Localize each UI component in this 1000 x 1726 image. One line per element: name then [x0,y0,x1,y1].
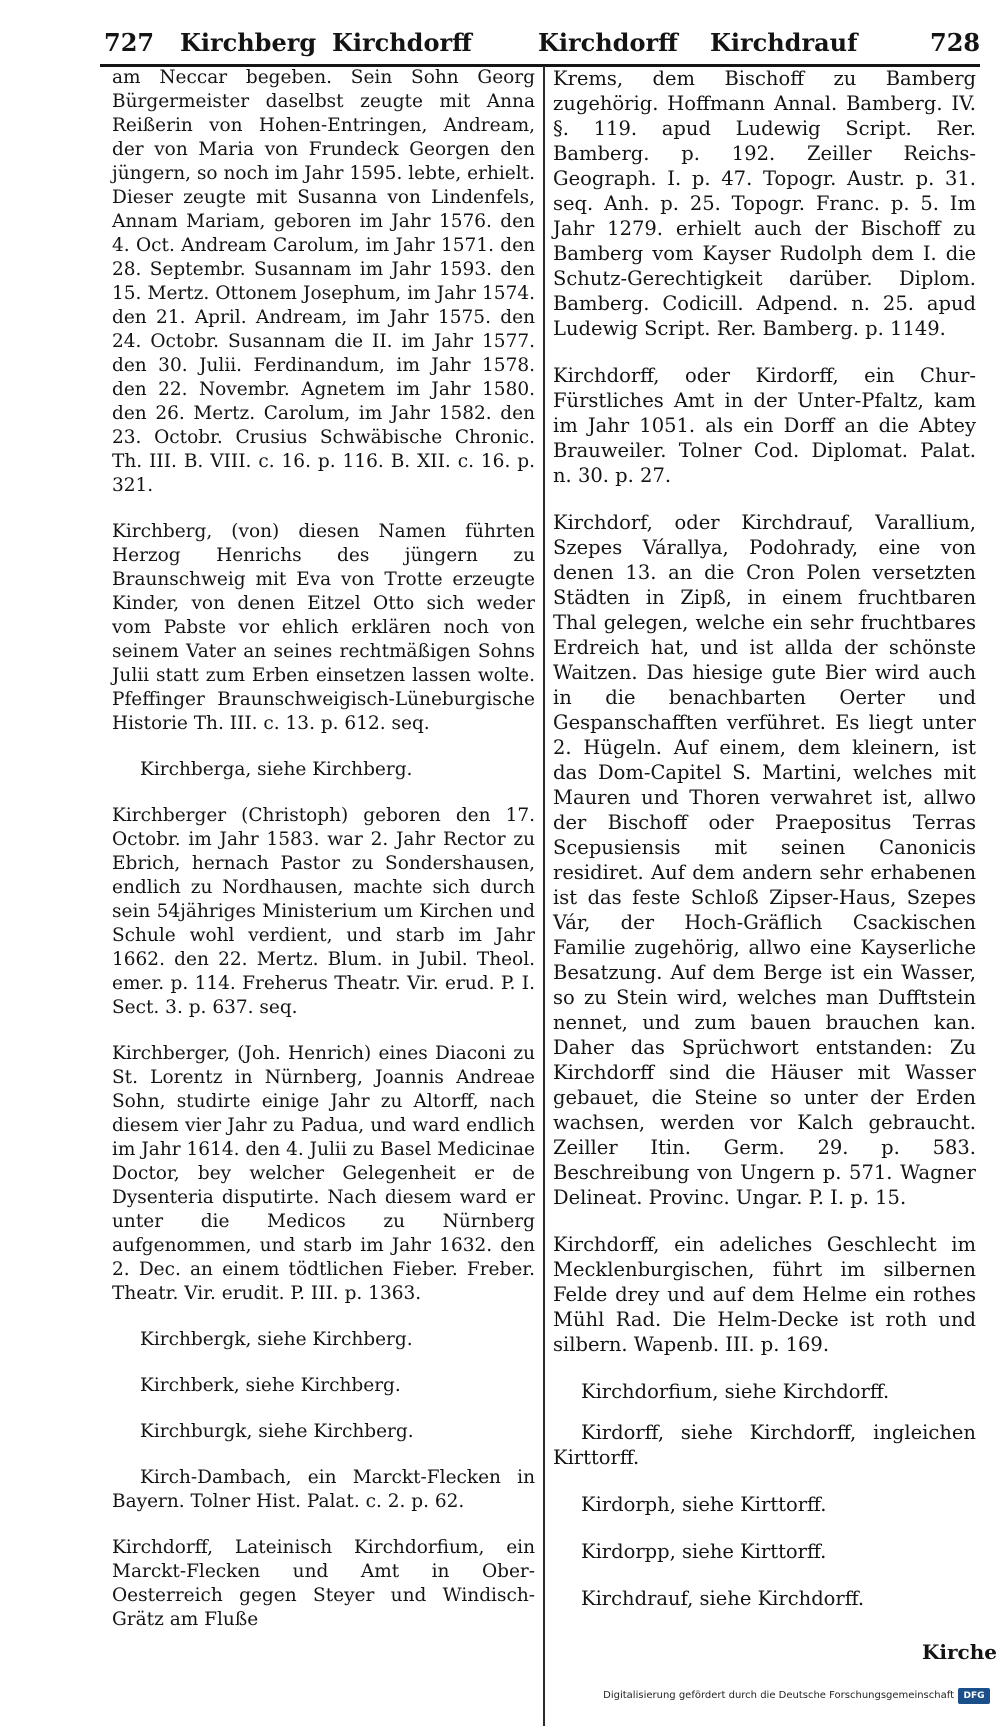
funding-note: Digitalisierung gefördert durch die Deutsche Forschungsgemeinschaft [603,1690,954,1701]
dictionary-entry: Kirdorff, siehe Kirchdorff, ingleichen Kirttorff. [553,1421,976,1469]
dictionary-entry: Kirchberg, (von) diesen Namen führten Herzog Henrichs des jüngern zu Braunschweig mit Eva von Trotte erzeugte Kinder, von denen Eitzel Otto sich weder vom Pabste vor ehlich erklären noch von seinem Vater an seines rechtmäßigen Sohns Julii statt zum Erben einsetzen lassen wolte. Pfeffinger Braunschweigisch-Lüneburgische Historie Th. III. c. 13. p. 612. seq. [112,521,535,734]
dictionary-entry: Kirchdorfium, siehe Kirchdorff. [581,1380,890,1403]
catch-head-3: Kirchdorff [538,28,678,57]
dictionary-entry: Kirchbergk, siehe Kirchberg. [140,1329,413,1350]
dictionary-entry: am Neccar begeben. Sein Sohn Georg Bürgermeister daselbst zeugte mit Anna Reißerin von Hohen-Entringen, Andream, der von Maria von Frundeck Georgen den jüngern, so noch im Jahr 1595. lebte, erhielt. Dieser zeugte mit Susanna von Lindenfels, Annam Mariam, geboren im Jahr 1576. den 4. Oct. Andream Carolum, im Jahr 1571. den 28. Septembr. Susannam im Jahr 1593. den 15. Mertz. Ottonem Josephum, im Jahr 1574. den 21. April. Andream, im Jahr 1575. den 24. Octobr. Susannam die II. im Jahr 1577. den 30. Julii. Ferdinandum, im Jahr 1578. den 22. Novembr. Agnetem im Jahr 1580. den 26. Mertz. Carolum, im Jahr 1582. den 23. Octobr. Crusius Schwäbische Chronic. Th. III. B. VIII. c. 16. p. 116. B. XII. c. 16. p. 321. [112,67,535,496]
catchword: Kirche [922,1640,997,1664]
right-column [553,66,976,1611]
dictionary-entry: Kirchberga, siehe Kirchberg. [140,759,413,780]
dictionary-entry: Kirchberger, (Joh. Henrich) eines Diaconi zu St. Lorentz in Nürnberg, Joannis Andreae Sohn, studirte einige Jahr zu Altorff, nach diesem vier Jahr zu Padua, und ward endlich im Jahr 1614. den 4. Julii zu Basel Medicinae Doctor, bey welcher Gelegenheit er de Dysenteria disputirte. Nach diesem ward er unter die Medicos zu Nürnberg aufgenommen, und starb im Jahr 1632. den 2. Dec. an einem tödtlichen Fieber. Freber. Theatr. Vir. erudit. P. III. p. 1363. [112,1043,535,1304]
column-divider [543,66,545,1726]
dictionary-entry: Kirchberger (Christoph) geboren den 17. Octobr. im Jahr 1583. war 2. Jahr Rector zu Ebrich, hernach Pastor zu Sondershausen, endlich zu Nordhausen, machte sich durch sein 54jähriges Ministerium um Kirchen und Schule wohl verdient, und starb im Jahr 1662. den 22. Mertz. Blum. in Jubil. Theol. emer. p. 114. Freherus Theatr. Vir. erud. P. I. Sect. 3. p. 637. seq. [112,805,535,1018]
dictionary-entry: Kirchdorff, oder Kirdorff, ein Chur-Fürstliches Amt in der Unter-Pfaltz, kam im Jahr 1051. als ein Dorff an die Abtey Brauweiler. Tolner Cod. Diplomat. Palat. n. 30. p. 27. [553,364,976,487]
dictionary-entry: Kirchdrauf, siehe Kirchdorff. [581,1587,865,1610]
page-number-left: 727 [104,28,155,57]
dfg-logo: DFG [958,1688,990,1704]
dictionary-entry: Kirchdorff, Lateinisch Kirchdorfium, ein Marckt-Flecken und Amt in Ober-Oesterreich gegen Steyer und Windisch-Grätz am Fluße [112,1537,535,1630]
dictionary-entry: Kirdorph, siehe Kirttorff. [581,1493,827,1516]
dictionary-entry: Kirchdorf, oder Kirchdrauf, Varallium, Szepes Várallya, Podohrady, eine von denen 13. an die Cron Polen versetzten Städten in Zipß, in einem fruchtbaren Thal gelegen, welche ein sehr fruchtbares Erdreich hat, und ist allda der schönste Waitzen. Das hiesige gute Bier wird auch in die benachbarten Oerter und Gespanschafften verführet. Es liegt unter 2. Hügeln. Auf einem, dem kleinern, ist das Dom-Capitel S. Martini, welches mit Mauren und Thoren verwahret ist, allwo der Bischoff oder Praepositus Terras Scepusiensis mit seinen Canonicis residiret. Auf dem andern sehr erhabenen ist das feste Schloß Zipser-Haus, Szepes Vár, der Hoch-Gräflich Csackischen Familie zugehörig, allwo eine Kayserliche Besatzung. Auf dem Berge ist ein Wasser, so zu Stein wird, welches man Dufftstein nennet, und zum bauen brauchen kan. Daher das Sprüchwort entstanden: Zu Kirchdorff sind die Häuser mit Wasser gebauet, die Steine so unter der Erden wachsen, werden vor Kalch gebraucht. Zeiller Itin. Germ. 29. p. 583. Beschreibung von Ungern p. 571. Wagner Delineat. Provinc. Ungar. P. I. p. 15. [553,511,976,1209]
catch-head-2: Kirchdorff [332,28,472,57]
dictionary-entry: Kirchdorff, ein adeliches Geschlecht im Mecklenburgischen, führt im silbernen Felde drey und auf dem Helme ein rothes Mühl Rad. Die Helm-Decke ist roth und silbern. Wapenb. III. p. 169. [553,1233,976,1356]
dictionary-entry: Kirdorpp, siehe Kirttorff. [581,1540,827,1563]
dictionary-entry: Kirch-Dambach, ein Marckt-Flecken in Bayern. Tolner Hist. Palat. c. 2. p. 62. [112,1467,535,1512]
left-column [112,66,535,1632]
dictionary-entry: Kirchberk, siehe Kirchberg. [140,1375,401,1396]
footer [0,1686,1000,1714]
dictionary-entry: Kirchburgk, siehe Kirchberg. [140,1421,414,1442]
catch-head-1: Kirchberg [180,28,317,57]
catch-head-4: Kirchdrauf [710,28,858,57]
running-head [100,16,980,64]
dictionary-entry: Krems, dem Bischoff zu Bamberg zugehörig. Hoffmann Annal. Bamberg. IV. §. 119. apud Ludewig Script. Rer. Bamberg. p. 192. Zeiller Reichs-Geograph. I. p. 47. Topogr. Austr. p. 31. seq. Anh. p. 25. Topogr. Franc. p. 5. Im Jahr 1279. erhielt auch der Bischoff zu Bamberg vom Kayser Rudolph dem I. die Schutz-Gerechtigkeit darüber. Diplom. Bamberg. Codicill. Adpend. n. 25. apud Ludewig Script. Rer. Bamberg. p. 1149. [553,67,976,340]
page-number-right: 728 [930,28,981,57]
